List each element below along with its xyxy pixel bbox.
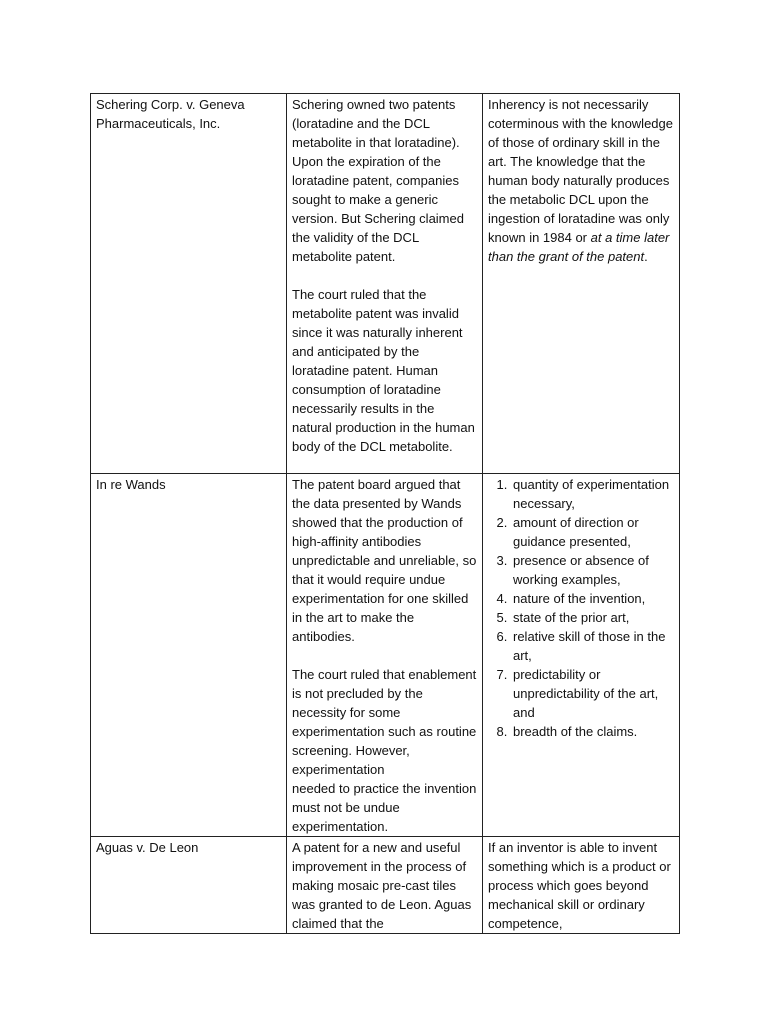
facts-paragraph: A patent for a new and useful improvement in the process of making mosaic pre-cast tiles was granted to de Leon. Aguas claimed that the (292, 840, 472, 931)
list-item: 5. state of the prior art, (511, 608, 674, 627)
doctrine-cell (483, 837, 680, 934)
factors-cell (483, 474, 680, 837)
list-item: 1. quantity of experimentation necessary, (511, 475, 674, 513)
case-name-cell (91, 474, 287, 837)
doctrine-paragraph: If an inventor is able to invent something which is a product or process which goes beyond mechanical skill or ordinary competence, (488, 840, 671, 931)
facts-cell (287, 474, 483, 837)
facts-cell (287, 94, 483, 474)
doctrine-cell (483, 94, 680, 474)
case-name-cell (91, 837, 287, 934)
list-item: 2. amount of direction or guidance presented, (511, 513, 674, 551)
table-row (91, 94, 680, 474)
doctrine-end: . (644, 249, 648, 264)
case-name-cell (91, 94, 287, 474)
ruling-paragraph (292, 665, 477, 836)
list-item: 6. relative skill of those in the art, (511, 627, 674, 665)
case-name: Aguas v. De Leon (96, 840, 199, 855)
table-row (91, 837, 680, 934)
list-item: 3. presence or absence of working examples, (511, 551, 674, 589)
list-item: 4. nature of the invention, (511, 589, 674, 608)
facts-cell (287, 837, 483, 934)
case-name: In re Wands (96, 477, 166, 492)
case-table (90, 93, 680, 934)
ruling-text: The court ruled that enablement is not precluded by the necessity for some experimentation such as routine screening. However, experimentation (292, 667, 477, 777)
doctrine-italic-text: at a time later than the grant of the patent (488, 230, 670, 264)
list-item: 8. breadth of the claims. (511, 722, 674, 741)
wands-factors-list (488, 475, 674, 741)
doctrine-paragraph (488, 95, 674, 266)
doctrine-text: Inherency is not necessarily coterminous with the knowledge of those of ordinary skill in the art. The knowledge that the human body naturally produces the metabolic DCL upon the ingestion of loratadine was only known in 1984 or (488, 97, 673, 245)
facts-paragraph: The patent board argued that the data presented by Wands showed that the production of high-affinity antibodies unpredictable and unreliable, so that it would require undue experimentation for one skilled in the art to make the antibodies. (292, 477, 477, 644)
case-name: Schering Corp. v. Geneva Pharmaceuticals, Inc. (96, 97, 245, 131)
ruling-text-continued: needed to practice the invention must not be undue experimentation. (292, 781, 477, 834)
list-item: 7. predictability or unpredictability of the art, and (511, 665, 674, 722)
ruling-paragraph: The court ruled that the metabolite patent was invalid since it was naturally inherent and anticipated by the loratadine patent. Human consumption of loratadine necessarily results in the natural production in the human body of the DCL metabolite. (292, 287, 475, 454)
facts-paragraph: Schering owned two patents (loratadine and the DCL metabolite in that loratadine). Upon the expiration of the loratadine patent, companies sought to make a generic version. But Schering claimed the validity of the DCL metabolite patent. (292, 97, 464, 264)
table-row (91, 474, 680, 837)
